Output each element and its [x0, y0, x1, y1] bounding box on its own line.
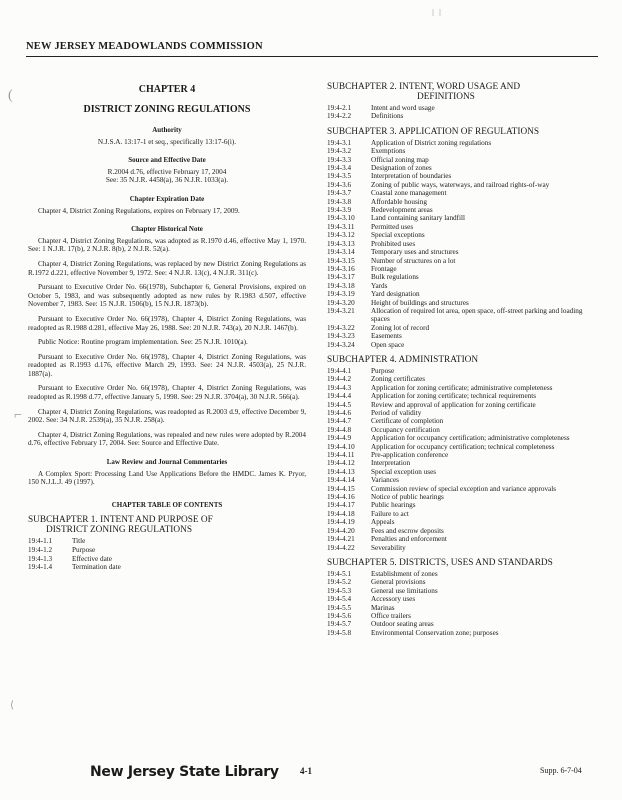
toc-entry	[327, 112, 597, 120]
section-number: 19:4-4.10	[327, 442, 355, 451]
section-number: 19:4-1.3	[28, 554, 53, 563]
toc-entry	[28, 537, 306, 546]
section-number: 19:4-3.10	[327, 214, 355, 223]
toc-entry	[327, 535, 597, 543]
toc-entry	[327, 198, 597, 206]
section-number: 19:4-1.4	[28, 563, 53, 572]
section-title: Application for occupancy certification; technical completeness	[371, 442, 555, 451]
section-number: 19:4-5.7	[327, 620, 352, 629]
toc-entry	[327, 231, 597, 239]
section-number: 19:4-3.5	[327, 172, 352, 181]
section-number: 19:4-3.24	[327, 340, 355, 349]
section-title: Yards	[371, 281, 388, 290]
section-title: Allocation of required lot area, open space, off-street parking and loading spaces	[371, 306, 583, 324]
section-number: 19:4-4.12	[327, 459, 355, 468]
section-number: 19:4-4.18	[327, 509, 355, 518]
toc-entry	[327, 544, 597, 552]
section-title: Period of validity	[371, 409, 422, 417]
section-title: Zoning of public ways, waterways, and railroad rights-of-way	[371, 180, 550, 189]
toc-entry	[327, 570, 597, 578]
history-para: Pursuant to Executive Order No. 66(1978), Chapter 4, District Zoning Regulations, was readopted as R.1993 d.176, effective March 29, 1993. See: 24 N.J.R. 4503(a), 25 N.J.R. 1887(a).	[28, 352, 306, 378]
section-title: Notice of public hearings	[371, 493, 444, 502]
toc-entry	[327, 332, 597, 340]
toc-entry	[327, 181, 597, 189]
section-number: 19:4-3.2	[327, 147, 352, 156]
toc-entry	[327, 189, 597, 197]
supplement-date: Supp. 6-7-04	[540, 766, 582, 775]
section-title: Definitions	[371, 112, 404, 121]
section-number: 19:4-3.21	[327, 306, 355, 315]
subchapter-1-heading: SUBCHAPTER 1. INTENT AND PURPOSE OF DISTRICT ZONING REGULATIONS	[28, 515, 213, 536]
chapter-number: CHAPTER 4	[138, 84, 196, 95]
section-title: Appeals	[371, 518, 395, 527]
section-number: 19:4-3.3	[327, 155, 352, 164]
section-title: Frontage	[371, 264, 397, 273]
toc-entry	[327, 384, 597, 392]
section-number: 19:4-5.8	[327, 628, 352, 637]
section-title: Marinas	[371, 603, 395, 612]
section-title: Severability	[371, 543, 406, 552]
toc-entry	[327, 587, 597, 595]
section-title: Application for occupancy certification; administrative completeness	[371, 434, 570, 443]
history-para: Pursuant to Executive Order No. 66(1978), Subchapter 6, General Provisions, expired on October 5, 1983, and was subsequently adopted as new rules by R.1983 d.507, effective November 7, 1983. See: 15 N.J.R. 1506(b), 15 N.J.R. 1873(b).	[28, 283, 306, 309]
page-header	[26, 36, 598, 57]
subchapter-5-list	[327, 570, 597, 637]
toc-entry	[327, 401, 597, 409]
toc-entry	[327, 612, 597, 620]
toc-entry	[327, 527, 597, 535]
section-title: Permitted uses	[371, 222, 414, 231]
toc-entry	[327, 501, 597, 509]
law-review-heading: Law Review and Journal Commentaries	[106, 458, 228, 467]
section-number: 19:4-5.5	[327, 603, 352, 612]
scan-mark: ǀ ǀ	[432, 8, 442, 19]
section-number: 19:4-2.2	[327, 112, 352, 121]
toc-entry	[327, 426, 597, 434]
source-line-1: R.2004 d.76, effective February 17, 2004	[107, 167, 227, 176]
section-number: 19:4-4.3	[327, 383, 352, 392]
toc-entry	[327, 451, 597, 459]
toc-entry	[327, 341, 597, 349]
section-number: 19:4-4.8	[327, 425, 352, 434]
section-number: 19:4-4.15	[327, 484, 355, 493]
history-para: Chapter 4, District Zoning Regulations, was adopted as R.1970 d.46, effective May 1, 1970. See: 1 N.J.R. 17(b), 2 N.J.R. 8(b), 2 N.J.R. 52(a).	[28, 236, 306, 254]
toc-entry	[327, 265, 597, 273]
section-title: Commission review of special exception and variance approvals	[371, 484, 557, 493]
section-title: Accessory uses	[371, 595, 416, 604]
section-number: 19:4-4.13	[327, 467, 355, 476]
section-number: 19:4-3.23	[327, 332, 355, 341]
toc-entry	[327, 510, 597, 518]
section-title: General use limitations	[371, 586, 438, 595]
section-title: Penalties and enforcement	[371, 535, 447, 544]
toc-entry	[28, 546, 306, 555]
section-title: Prohibited uses	[371, 239, 416, 248]
history-para: Chapter 4, District Zoning Regulations, was replaced by new District Zoning Regulations as R.1972 d.221, effective November 9, 1972. See: 4 N.J.R. 13(c), 4 N.J.R. 311(c).	[28, 259, 306, 277]
history-para: Chapter 4, District Zoning Regulations, was readopted as R.2003 d.9, effective December 9, 2002. See: 34 N.J.R. 2539(a), 35 N.J.R. 258(a).	[28, 407, 306, 425]
section-number: 19:4-3.13	[327, 239, 355, 248]
section-number: 19:4-4.16	[327, 493, 355, 502]
section-title: Exemptions	[371, 147, 406, 156]
section-title: Public hearings	[371, 501, 416, 510]
subchapter-3-list	[327, 139, 597, 349]
toc-entry	[327, 257, 597, 265]
toc-entry	[327, 620, 597, 628]
toc-entry	[327, 459, 597, 467]
section-number: 19:4-3.22	[327, 323, 355, 332]
toc-entry	[327, 156, 597, 164]
section-number: 19:4-3.12	[327, 231, 355, 240]
law-review-text: A Complex Sport: Processing Land Use Applications Before the HMDC. James K. Pryor, 150 N.J.L.J. 49 (1997).	[28, 469, 306, 487]
toc-entry	[327, 485, 597, 493]
section-title: Application for zoning certificate; technical requirements	[371, 392, 537, 401]
section-number: 19:4-3.9	[327, 206, 352, 215]
toc-entry	[327, 206, 597, 214]
section-title: Bulk regulations	[371, 273, 419, 282]
toc-entry	[28, 563, 306, 572]
subchapter-4-list	[327, 367, 597, 552]
section-number: 19:4-5.2	[327, 578, 352, 587]
section-title: Number of structures on a lot	[371, 256, 456, 265]
section-title: Special exceptions	[371, 231, 425, 240]
toc-entry	[327, 443, 597, 451]
section-title: Application of District zoning regulations	[371, 138, 492, 147]
section-title: Affordable housing	[371, 197, 427, 206]
section-number: 19:4-5.4	[327, 595, 352, 604]
section-title: Certificate of completion	[371, 417, 444, 426]
section-number: 19:4-3.18	[327, 281, 355, 290]
history-para: Pursuant to Executive Order No. 66(1978), Chapter 4, District Zoning Regulations, was readopted as R.1998 d.77, effective January 5, 1998. See: 29 N.J.R. 3704(a), 30 N.J.R. 566(a).	[28, 384, 306, 402]
toc-entry	[327, 476, 597, 484]
library-stamp: New Jersey State Library	[90, 764, 279, 780]
section-number: 19:4-1.2	[28, 546, 53, 554]
chapter-title: DISTRICT ZONING REGULATIONS	[83, 104, 251, 115]
section-title: Zoning certificates	[371, 375, 426, 384]
page-number: 4-1	[300, 766, 312, 776]
toc-entry	[327, 290, 597, 298]
section-number: 19:4-4.17	[327, 501, 355, 510]
section-number: 19:4-4.22	[327, 543, 355, 552]
toc-entry	[327, 518, 597, 526]
toc-entry	[327, 172, 597, 180]
section-title: Establishment of zones	[371, 569, 438, 578]
section-title: Office trailers	[371, 611, 411, 620]
history-para: Public Notice: Routine program implementation. See: 25 N.J.R. 1010(a).	[38, 338, 248, 347]
toc-heading: CHAPTER TABLE OF CONTENTS	[111, 500, 223, 509]
toc-entry	[327, 214, 597, 222]
expiration-heading: Chapter Expiration Date	[129, 194, 205, 203]
section-title: Outdoor seating areas	[371, 620, 434, 629]
section-number: 19:4-3.17	[327, 273, 355, 282]
toc-entry	[327, 240, 597, 248]
section-number: 19:4-5.3	[327, 586, 352, 595]
section-number: 19:4-3.6	[327, 180, 352, 189]
toc-entry	[327, 578, 597, 586]
section-title: Purpose	[371, 366, 395, 375]
section-number: 19:4-4.9	[327, 434, 352, 443]
section-title: Interpretation of boundaries	[371, 172, 452, 181]
toc-entry	[327, 324, 597, 332]
subchapter-1-list	[28, 537, 306, 571]
section-number: 19:4-3.1	[327, 138, 352, 147]
history-heading: Chapter Historical Note	[131, 225, 203, 234]
section-number: 19:4-3.4	[327, 164, 352, 173]
section-number: 19:4-4.21	[327, 535, 355, 544]
section-number: 19:4-2.1	[327, 104, 352, 112]
section-number: 19:4-5.1	[327, 569, 352, 578]
section-number: 19:4-3.8	[327, 197, 352, 206]
toc-entry	[327, 307, 597, 324]
toc-entry	[327, 164, 597, 172]
section-title: Height of buildings and structures	[371, 298, 469, 307]
toc-entry	[28, 555, 306, 564]
section-title: Fees and escrow deposits	[371, 526, 444, 535]
subchapter-4-heading: SUBCHAPTER 4. ADMINISTRATION	[327, 354, 479, 365]
section-number: 19:4-4.5	[327, 400, 352, 409]
section-title: Easements	[371, 332, 402, 341]
header-title: NEW JERSEY MEADOWLANDS COMMISSION	[26, 41, 263, 52]
section-number: 19:4-4.14	[327, 476, 355, 485]
section-title: Official zoning map	[371, 155, 429, 164]
expiration-text: Chapter 4, District Zoning Regulations, expires on February 17, 2009.	[38, 206, 240, 215]
section-number: 19:4-4.19	[327, 518, 355, 527]
section-title: Environmental Conservation zone; purposes	[371, 628, 499, 637]
toc-entry	[327, 282, 597, 290]
section-title: Failure to act	[371, 509, 409, 518]
toc-entry	[327, 493, 597, 501]
section-number: 19:4-3.15	[327, 256, 355, 265]
section-title: Coastal zone management	[371, 189, 447, 198]
section-title: Title	[72, 537, 86, 546]
scan-mark: ⌐	[14, 408, 22, 423]
section-title: Land containing sanitary landfill	[371, 214, 466, 223]
scan-mark: ⟨	[10, 700, 14, 711]
section-title: Temporary uses and structures	[371, 248, 459, 257]
section-title: Pre-application conference	[371, 451, 449, 460]
history-para: Pursuant to Executive Order No. 66(1978), Chapter 4, District Zoning Regulations, was readopted as R.1988 d.281, effective May 26, 1988. See: 20 N.J.R. 743(a), 20 N.J.R. 1467(b).	[28, 314, 306, 332]
section-title: General provisions	[371, 578, 426, 587]
subchapter-2-heading: SUBCHAPTER 2. INTENT, WORD USAGE AND DEFINITIONS	[327, 82, 521, 102]
toc-entry	[327, 392, 597, 400]
section-number: 19:4-4.4	[327, 392, 352, 401]
section-number: 19:4-4.11	[327, 451, 355, 460]
section-title: Termination date	[72, 563, 121, 572]
section-title: Variances	[371, 476, 399, 485]
toc-entry	[327, 434, 597, 442]
section-title: Purpose	[72, 546, 96, 554]
toc-entry	[327, 273, 597, 281]
source-line-2: See: 35 N.J.R. 4458(a), 36 N.J.R. 1033(a).	[105, 176, 229, 185]
toc-entry	[327, 139, 597, 147]
section-number: 19:4-3.16	[327, 264, 355, 273]
toc-entry	[327, 367, 597, 375]
section-number: 19:4-4.6	[327, 409, 352, 417]
section-title: Effective date	[72, 554, 112, 563]
toc-entry	[327, 223, 597, 231]
section-title: Special exception uses	[371, 467, 437, 476]
right-column	[327, 82, 597, 637]
toc-entry	[327, 417, 597, 425]
section-title: Redevelopment areas	[371, 206, 433, 215]
authority-heading: Authority	[152, 126, 182, 134]
section-number: 19:4-3.19	[327, 290, 355, 299]
section-number: 19:4-3.20	[327, 298, 355, 307]
toc-entry	[327, 299, 597, 307]
section-title: Yard designation	[371, 290, 420, 299]
section-number: 19:4-4.20	[327, 526, 355, 535]
toc-entry	[327, 104, 597, 112]
section-title: Occupancy certification	[371, 425, 440, 434]
toc-entry	[327, 147, 597, 155]
section-number: 19:4-1.1	[28, 537, 53, 546]
section-title: Intent and word usage	[371, 104, 435, 112]
toc-entry	[327, 375, 597, 383]
section-title: Designation of zones	[371, 164, 432, 173]
section-number: 19:4-4.7	[327, 417, 352, 426]
section-number: 19:4-3.7	[327, 189, 352, 198]
section-number: 19:4-5.6	[327, 611, 352, 620]
section-title: Application for zoning certificate; administrative completeness	[371, 383, 553, 392]
section-number: 19:4-3.11	[327, 222, 355, 231]
source-heading: Source and Effective Date	[128, 156, 206, 165]
subchapter-5-heading: SUBCHAPTER 5. DISTRICTS, USES AND STANDARDS	[327, 557, 553, 568]
section-title: Review and approval of application for zoning certificate	[371, 400, 536, 409]
section-title: Interpretation	[371, 459, 411, 468]
section-title: Zoning lot of record	[371, 323, 430, 332]
section-number: 19:4-4.1	[327, 366, 352, 375]
subchapter-2-list	[327, 104, 597, 121]
authority-text: N.J.S.A. 13:17-1 et seq., specifically 13:17-6(i).	[97, 137, 237, 146]
toc-entry	[327, 409, 597, 417]
toc-entry	[327, 604, 597, 612]
section-number: 19:4-3.14	[327, 248, 355, 257]
history-para: Chapter 4, District Zoning Regulations, was repealed and new rules were adopted by R.2004 d.76, effective February 17, 2004. See: Source and Effective Date.	[28, 430, 306, 448]
toc-entry	[327, 248, 597, 256]
scan-mark: (	[8, 88, 13, 103]
section-number: 19:4-4.2	[327, 375, 352, 384]
section-title: Open space	[371, 340, 405, 349]
subchapter-3-heading: SUBCHAPTER 3. APPLICATION OF REGULATIONS	[327, 126, 540, 137]
toc-entry	[327, 595, 597, 603]
toc-entry	[327, 468, 597, 476]
left-column	[28, 84, 306, 572]
toc-entry	[327, 629, 597, 637]
